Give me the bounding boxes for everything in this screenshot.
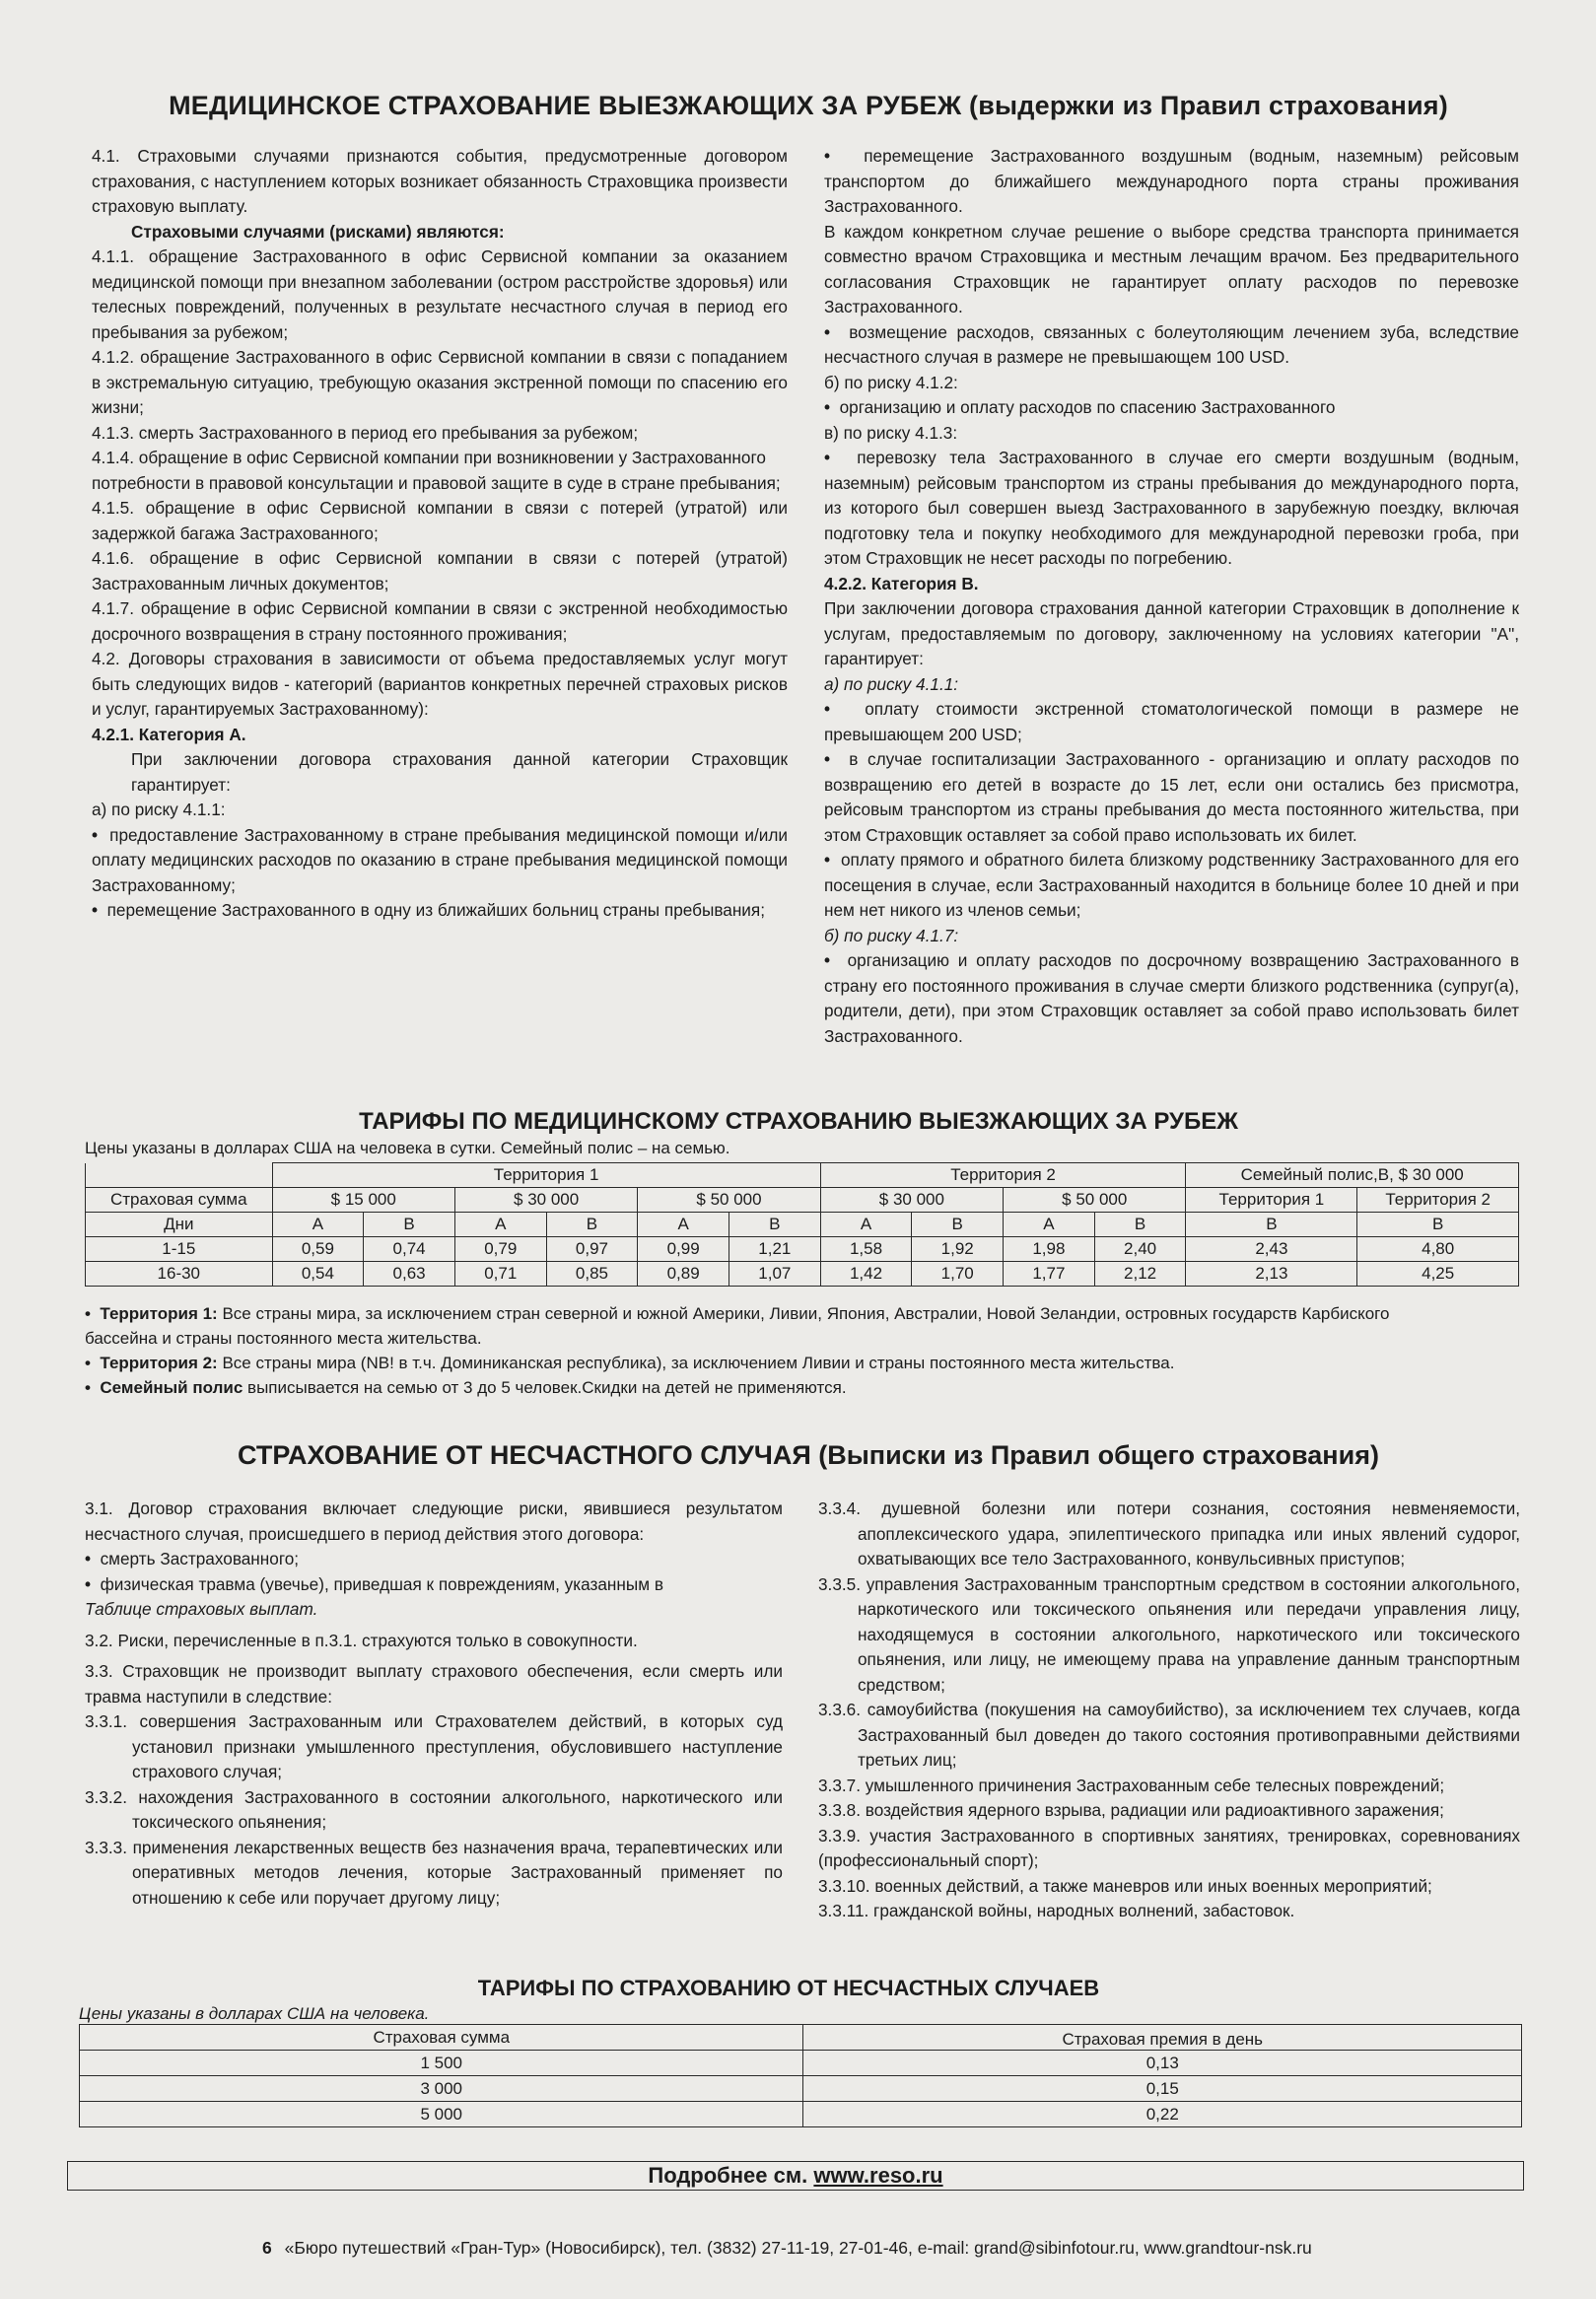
category-b-text: При заключении договора страхования данной категории Страховщик в дополнение к услугам, предоставляемым по договору, заключенному на условиях категории "А", гарантирует:: [824, 598, 1519, 668]
table-cell: 2,43: [1186, 1237, 1357, 1262]
table-header-cell: $ 50 000: [1004, 1188, 1186, 1213]
medical-tariffs-note: Цены указаны в долларах США на человека в сутки. Семейный полис – на семью.: [85, 1139, 730, 1157]
risks-heading: Страховыми случаями (рисками) являются:: [131, 221, 505, 242]
item-4-1-4-cont: потребности в правовой консультации и правовой защите в суде в стране пребывания;: [92, 472, 781, 493]
bullet-item: • организацию и оплату расходов по спасению Застрахованного: [824, 395, 1519, 421]
table-cell: 1-15: [86, 1237, 273, 1262]
table-cell: 0,79: [454, 1237, 546, 1262]
page-footer: [262, 2238, 1312, 2259]
table-header-cell: A: [638, 1213, 729, 1237]
item-3-3-10: 3.3.10. военных действий, а также маневров или иных военных мероприятий;: [818, 1875, 1432, 1896]
family-policy-note: [85, 1375, 1524, 1400]
table-cell: 2,12: [1094, 1262, 1186, 1287]
footer-contacts: «Бюро путешествий «Гран-Тур» (Новосибирск), тел. (3832) 27-11-19, 27-01-46, e-mail: grand@sibinfotour.ru, www.grandtour-nsk.ru: [284, 2238, 1312, 2258]
table-cell: 1,98: [1004, 1237, 1095, 1262]
item-3-3-6: 3.3.6. самоубийства (покушения на самоубийство), за исключением тех случаев, когда Застрахованный был доведен до такого состояния противоправными действиями третьих лиц;: [818, 1700, 1520, 1770]
table-row: [86, 1262, 1519, 1287]
more-info-label: Подробнее см.: [648, 2163, 808, 2188]
item-3-3-1: 3.3.1. совершения Застрахованным или Страхователем действий, в которых суд установил признаки умышленного преступления, обусловившего наступление страхового случая;: [85, 1711, 783, 1781]
table-header-cell: Семейный полис,В, $ 30 000: [1186, 1163, 1519, 1188]
bullet-item: • возмещение расходов, связанных с болеутоляющим лечением зуба, вследствие несчастного случая в размере не превышающем 100 USD.: [824, 320, 1519, 371]
table-header-cell: $ 30 000: [820, 1188, 1003, 1213]
category-b-risk-heading: а) по риску 4.1.1:: [824, 673, 959, 694]
item-4-1-7: 4.1.7. обращение в офис Сервисной компании в связи с экстренной необходимостью досрочного возвращения в страну постоянного проживания;: [92, 598, 788, 644]
table-cell: 1,58: [820, 1237, 912, 1262]
table-cell: 1,70: [912, 1262, 1004, 1287]
category-a-text: При заключении договора страхования данной категории Страховщик гарантирует:: [131, 749, 788, 795]
bullet-item: • предоставление Застрахованному в стране пребывания медицинской помощи и/или оплату медицинских расходов по оказанию в стране пребывания медицинской помощи Застрахованному;: [92, 823, 788, 899]
risk-4-1-2-heading: б) по риску 4.1.2:: [824, 372, 958, 392]
paragraph-3-1: 3.1. Договор страхования включает следующие риски, явившиеся результатом несчастного случая, происшедшего в период действия этого договора:: [85, 1498, 783, 1544]
table-cell: 0,13: [803, 2051, 1522, 2076]
table-row: [86, 1237, 1519, 1262]
item-4-1-3: 4.1.3. смерть Застрахованного в период его пребывания за рубежом;: [92, 422, 639, 443]
table-header-cell: B: [546, 1213, 638, 1237]
table-cell: 0,15: [803, 2076, 1522, 2102]
bullet-item: • перемещение Застрахованного в одну из ближайших больниц страны пребывания;: [92, 898, 788, 924]
item-4-1-5: 4.1.5. обращение в офис Сервисной компании в связи с потерей (утратой) или задержкой багажа Застрахованного;: [92, 498, 788, 543]
table-header-cell: $ 15 000: [272, 1188, 454, 1213]
note-label: Территория 1:: [100, 1304, 218, 1323]
table-cell: 0,99: [638, 1237, 729, 1262]
item-3-3-4: 3.3.4. душевной болезни или потери сознания, состояния невменяемости, апоплексического удара, эпилептического припадка или иных явлений судорог, охватывающих все тело Застрахованного, конвульсивных приступов;: [818, 1498, 1520, 1568]
category-b-heading: 4.2.2. Категория В.: [824, 573, 979, 593]
table-cell: 3 000: [80, 2076, 803, 2102]
table-header-cell: B: [1094, 1213, 1186, 1237]
accident-right-column: [818, 1497, 1520, 1924]
accident-left-column: [85, 1497, 783, 1911]
accident-section-title: СТРАХОВАНИЕ ОТ НЕСЧАСТНОГО СЛУЧАЯ (Выписки из Правил общего страхования): [238, 1440, 1379, 1470]
table-cell: 1,42: [820, 1262, 912, 1287]
table-header-cell: Территория 2: [820, 1163, 1186, 1188]
paragraph-4-2: 4.2. Договоры страхования в зависимости от объема предоставляемых услуг могут быть следующих видов - категорий (вариантов конкретных перечней страховых рисков и услуг, гарантируемых Застрахованному):: [92, 649, 788, 719]
table-header-cell: B: [1186, 1213, 1357, 1237]
table-cell: 0,59: [272, 1237, 364, 1262]
paragraph-4-1: 4.1. Страховыми случаями признаются события, предусмотренные договором страхования, с наступлением которых возникает обязанность Страховщика произвести страховую выплату.: [92, 146, 788, 216]
bullet-item: • в случае госпитализации Застрахованного - организацию и оплату расходов по возвращению его детей в возрасте до 15 лет, если они остались без присмотра, рейсовым транспортом из страны пребывания до места постоянного жительства, при этом Страховщик оставляет за собой право использовать их билет.: [824, 747, 1519, 848]
table-row: [80, 2102, 1522, 2127]
table-cell: 4,80: [1357, 1237, 1519, 1262]
table-cell: 1,07: [729, 1262, 820, 1287]
item-3-3-5: 3.3.5. управления Застрахованным транспортным средством в состоянии алкогольного, наркотического или токсического опьянения или передачи управления лицу, находящемуся в состоянии алкогольного, наркотического или токсического опьянения, или лицу, не имеющему права на управление данным транспортным средством;: [818, 1573, 1520, 1695]
table-header-row: [86, 1188, 1519, 1213]
table-header-cell: $ 30 000: [454, 1188, 637, 1213]
table-header-row: [86, 1163, 1519, 1188]
category-a-risk-heading: а) по риску 4.1.1:: [92, 800, 226, 819]
transport-paragraph: В каждом конкретном случае решение о выборе средства транспорта принимается совместно врачом Страховщика и местным лечащим врачом. Без предварительного согласования Страховщик не гарантирует оплату расходов по перевозке Застрахованного.: [824, 221, 1519, 316]
territory-1-note: [85, 1301, 1524, 1326]
table-header-cell: B: [912, 1213, 1004, 1237]
table-header-cell: Территория 1: [272, 1163, 820, 1188]
table-cell: 0,74: [364, 1237, 455, 1262]
page-number: 6: [262, 2238, 272, 2258]
territory-1-note-cont: бассейна и страны постоянного места жительства.: [85, 1329, 482, 1348]
table-cell: 0,97: [546, 1237, 638, 1262]
table-cell: 1,21: [729, 1237, 820, 1262]
table-cell: 4,25: [1357, 1262, 1519, 1287]
table-cell: 0,63: [364, 1262, 455, 1287]
accident-tariffs-table: [79, 2024, 1522, 2127]
table-header-cell: Территория 2: [1357, 1188, 1519, 1213]
note-label: Территория 2:: [100, 1354, 218, 1372]
table-cell: 1,77: [1004, 1262, 1095, 1287]
medical-tariffs-table: [85, 1162, 1519, 1287]
table-cell: 0,22: [803, 2102, 1522, 2127]
table-cell: 16-30: [86, 1262, 273, 1287]
table-header-cell: Дни: [86, 1213, 273, 1237]
item-4-1-4: 4.1.4. обращение в офис Сервисной компании при возникновении у Застрахованного: [92, 448, 766, 467]
page-title: МЕДИЦИНСКОЕ СТРАХОВАНИЕ ВЫЕЗЖАЮЩИХ ЗА РУБЕЖ (выдержки из Правил страхования): [169, 91, 1448, 120]
table-cell: 0,85: [546, 1262, 638, 1287]
item-3-3-11: 3.3.11. гражданской войны, народных волнений, забастовок.: [818, 1901, 1295, 1920]
bullet-item: • оплату стоимости экстренной стоматологической помощи в размере не превышающем 200 USD;: [824, 697, 1519, 747]
table-header-row: [80, 2025, 1522, 2051]
table-reference: Таблице страховых выплат.: [85, 1599, 318, 1619]
table-cell: 2,40: [1094, 1237, 1186, 1262]
table-cell: 1 500: [80, 2051, 803, 2076]
table-header-row: [86, 1213, 1519, 1237]
table-cell: 0,54: [272, 1262, 364, 1287]
table-row: [80, 2051, 1522, 2076]
table-header-cell: A: [454, 1213, 546, 1237]
table-header-cell: A: [820, 1213, 912, 1237]
territory-2-note: [85, 1351, 1524, 1375]
item-3-3-2: 3.3.2. нахождения Застрахованного в состоянии алкогольного, наркотического или токсического опьянения;: [85, 1786, 783, 1832]
item-3-3-9: 3.3.9. участия Застрахованного в спортивных занятиях, тренировках, соревнованиях (профессиональный спорт);: [818, 1825, 1520, 1870]
table-header-cell: A: [1004, 1213, 1095, 1237]
table-header-cell: $ 50 000: [638, 1188, 820, 1213]
medical-left-column: [92, 144, 788, 924]
table-header-cell: Территория 1: [1186, 1188, 1357, 1213]
note-text: выписывается на семью от 3 до 5 человек.Скидки на детей не применяются.: [247, 1378, 847, 1397]
table-header-cell: B: [364, 1213, 455, 1237]
item-4-1-2: 4.1.2. обращение Застрахованного в офис Сервисной компании в связи с попаданием в экстремальную ситуацию, требующую оказания экстренной помощи по спасению его жизни;: [92, 347, 788, 417]
note-text: Все страны мира (NB! в т.ч. Доминиканская республика), за исключением Ливии и страны постоянного места жительства.: [222, 1354, 1175, 1372]
medical-tariffs-title: ТАРИФЫ ПО МЕДИЦИНСКОМУ СТРАХОВАНИЮ ВЫЕЗЖАЮЩИХ ЗА РУБЕЖ: [359, 1108, 1238, 1135]
bullet-item: • смерть Застрахованного;: [85, 1547, 783, 1572]
paragraph-3-2: 3.2. Риски, перечисленные в п.3.1. страхуются только в совокупности.: [85, 1630, 638, 1650]
table-cell: 0,89: [638, 1262, 729, 1287]
item-3-3-7: 3.3.7. умышленного причинения Застрахованным себе телесных повреждений;: [818, 1775, 1445, 1795]
note-text: Все страны мира, за исключением стран северной и южной Америки, Ливии, Япония, Австралии, Новой Зеландии, островных государств Карбиского: [222, 1304, 1390, 1323]
bullet-item: • организацию и оплату расходов по досрочному возвращению Застрахованного в страну его постоянного проживания в случае смерти близкого родственника (супруг(а), родители, дети), при этом Страховщик оставляет за собой право использовать билет Застрахованного.: [824, 948, 1519, 1049]
bullet-item: • перемещение Застрахованного воздушным (водным, наземным) рейсовым транспортом до ближайшего международного порта страны проживания Застрахованного.: [824, 144, 1519, 220]
table-cell: 5 000: [80, 2102, 803, 2127]
medical-right-column: [824, 144, 1519, 1049]
table-cell: 1,92: [912, 1237, 1004, 1262]
item-3-3-3: 3.3.3. применения лекарственных веществ без назначения врача, терапевтических или оперативных методов лечения, которые Застрахованный применяет по отношению к себе или поручает другому лицу;: [85, 1837, 783, 1908]
table-header-cell: Страховая премия в день: [803, 2025, 1522, 2051]
bullet-item: • оплату прямого и обратного билета близкому родственнику Застрахованного для его посещения в случае, если Застрахованный находится в больнице более 10 дней и при нем нет никого из членов семьи;: [824, 848, 1519, 924]
table-header-cell: B: [1357, 1213, 1519, 1237]
item-4-1-6: 4.1.6. обращение в офис Сервисной компании в связи с потерей (утратой) Застрахованным личных документов;: [92, 548, 788, 593]
table-header-cell: Страховая сумма: [80, 2025, 803, 2051]
table-header-cell: Страховая сумма: [86, 1188, 273, 1213]
paragraph-3-3: 3.3. Страховщик не производит выплату страхового обеспечения, если смерть или травма наступили в следствие:: [85, 1661, 783, 1707]
item-3-3-8: 3.3.8. воздействия ядерного взрыва, радиации или радиоактивного заражения;: [818, 1800, 1444, 1820]
accident-tariffs-title: ТАРИФЫ ПО СТРАХОВАНИЮ ОТ НЕСЧАСТНЫХ СЛУЧАЕВ: [477, 1976, 1100, 2000]
reso-link[interactable]: www.reso.ru: [813, 2163, 943, 2188]
table-row: [80, 2076, 1522, 2102]
category-b-risk-heading-2: б) по риску 4.1.7:: [824, 925, 959, 945]
bullet-item: • физическая травма (увечье), приведшая к повреждениям, указанным в: [85, 1572, 783, 1598]
risk-4-1-3-heading: в) по риску 4.1.3:: [824, 422, 958, 443]
category-a-heading: 4.2.1. Категория А.: [92, 724, 246, 744]
item-4-1-1: 4.1.1. обращение Застрахованного в офис Сервисной компании за оказанием медицинской помощи при внезапном заболевании (остром расстройстве здоровья) или телесных повреждений, полученных в результате несчастного случая в период его пребывания за рубежом;: [92, 246, 788, 342]
bullet-item: • перевозку тела Застрахованного в случае его смерти воздушным (водным, наземным) рейсовым транспортом из страны пребывания до международного порта, из которого был совершен выезд Застрахованного в зарубежную поездку, включая подготовку тела и покупку необходимого для международной перевозки гроба, при этом Страховщик не несет расходы по погребению.: [824, 446, 1519, 572]
note-label: Семейный полис: [100, 1378, 243, 1397]
accident-tariffs-note: Цены указаны в долларах США на человека.: [79, 2004, 430, 2023]
table-cell: 2,13: [1186, 1262, 1357, 1287]
table-header-cell: A: [272, 1213, 364, 1237]
table-cell: 0,71: [454, 1262, 546, 1287]
more-info-box: [67, 2161, 1524, 2191]
territory-notes: [85, 1301, 1524, 1400]
table-header-cell: B: [729, 1213, 820, 1237]
